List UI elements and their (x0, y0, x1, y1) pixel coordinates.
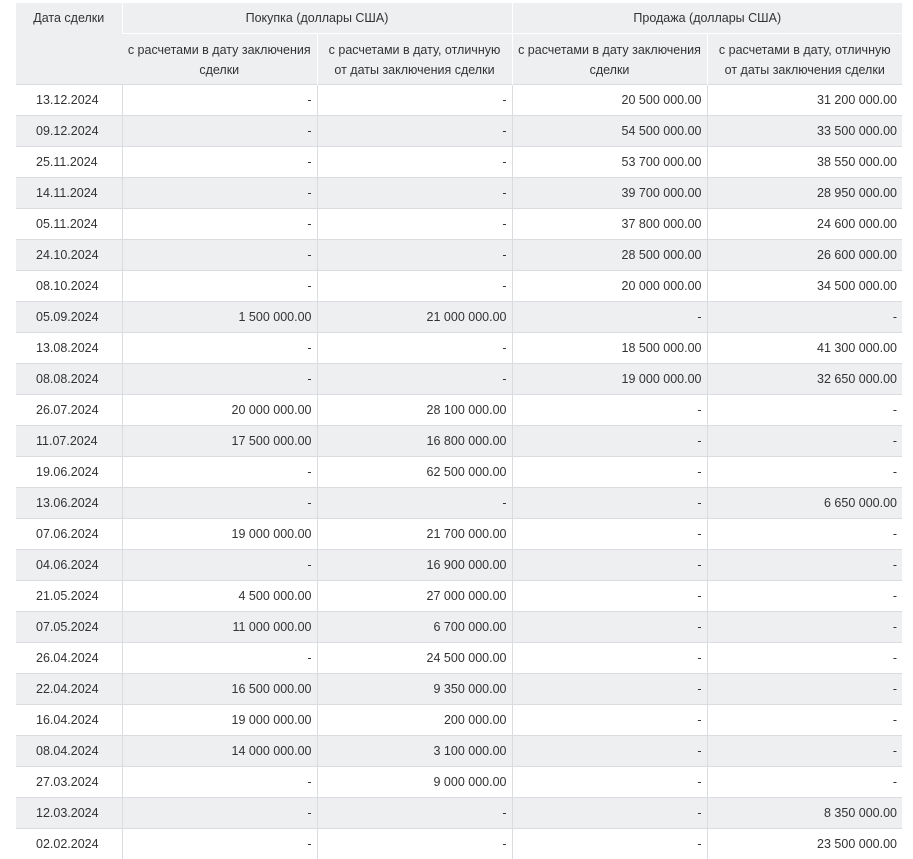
cell-date: 14.11.2024 (16, 177, 122, 208)
cell-buy-other-day: - (317, 84, 512, 115)
cell-sell-same-day: - (512, 394, 707, 425)
cell-buy-same-day: 11 000 000.00 (122, 611, 317, 642)
cell-buy-other-day: - (317, 270, 512, 301)
cell-sell-same-day: - (512, 487, 707, 518)
table-header (16, 3, 902, 84)
cell-sell-other-day: 32 650 000.00 (707, 363, 902, 394)
cell-sell-other-day: - (707, 549, 902, 580)
cell-buy-other-day: 16 800 000.00 (317, 425, 512, 456)
table-row (16, 363, 902, 394)
table-row (16, 735, 902, 766)
cell-buy-other-day: - (317, 115, 512, 146)
cell-sell-same-day: 28 500 000.00 (512, 239, 707, 270)
table-row (16, 518, 902, 549)
cell-buy-other-day: - (317, 797, 512, 828)
table-row (16, 394, 902, 425)
cell-buy-same-day: - (122, 332, 317, 363)
cell-sell-same-day: 18 500 000.00 (512, 332, 707, 363)
cell-buy-other-day: - (317, 487, 512, 518)
cell-sell-other-day: 26 600 000.00 (707, 239, 902, 270)
table-row (16, 177, 902, 208)
cell-buy-same-day: 19 000 000.00 (122, 518, 317, 549)
cell-sell-other-day: - (707, 611, 902, 642)
fx-transactions-table-container (16, 3, 902, 859)
header-sell-other-day: с расчетами в дату, отличную от даты заключения сделки (707, 33, 902, 84)
cell-date: 13.06.2024 (16, 487, 122, 518)
cell-buy-same-day: 1 500 000.00 (122, 301, 317, 332)
cell-sell-other-day: 6 650 000.00 (707, 487, 902, 518)
cell-buy-same-day: - (122, 766, 317, 797)
cell-sell-same-day: - (512, 673, 707, 704)
cell-sell-other-day: - (707, 394, 902, 425)
table-row (16, 208, 902, 239)
table-row (16, 828, 902, 859)
table-row (16, 146, 902, 177)
table-row (16, 797, 902, 828)
cell-date: 21.05.2024 (16, 580, 122, 611)
cell-date: 12.03.2024 (16, 797, 122, 828)
cell-buy-same-day: 17 500 000.00 (122, 425, 317, 456)
cell-buy-other-day: 9 000 000.00 (317, 766, 512, 797)
cell-buy-same-day: - (122, 549, 317, 580)
cell-sell-other-day: 23 500 000.00 (707, 828, 902, 859)
cell-buy-same-day: - (122, 363, 317, 394)
table-row (16, 766, 902, 797)
table-row (16, 673, 902, 704)
cell-buy-other-day: - (317, 239, 512, 270)
cell-sell-same-day: - (512, 549, 707, 580)
cell-sell-other-day: - (707, 518, 902, 549)
cell-buy-same-day: - (122, 270, 317, 301)
table-row (16, 580, 902, 611)
cell-sell-same-day: 39 700 000.00 (512, 177, 707, 208)
cell-buy-same-day: 19 000 000.00 (122, 704, 317, 735)
cell-buy-same-day: 4 500 000.00 (122, 580, 317, 611)
header-buy-same-day: с расчетами в дату заключения сделки (122, 33, 317, 84)
cell-sell-other-day: - (707, 704, 902, 735)
cell-sell-other-day: - (707, 642, 902, 673)
cell-date: 09.12.2024 (16, 115, 122, 146)
cell-date: 16.04.2024 (16, 704, 122, 735)
cell-sell-other-day: 34 500 000.00 (707, 270, 902, 301)
table-row (16, 332, 902, 363)
cell-sell-other-day: 41 300 000.00 (707, 332, 902, 363)
header-buy-other-day: с расчетами в дату, отличную от даты заключения сделки (317, 33, 512, 84)
table-row (16, 642, 902, 673)
cell-date: 13.12.2024 (16, 84, 122, 115)
cell-buy-same-day: - (122, 146, 317, 177)
cell-sell-other-day: - (707, 456, 902, 487)
cell-buy-same-day: - (122, 487, 317, 518)
cell-sell-same-day: 54 500 000.00 (512, 115, 707, 146)
cell-buy-other-day: - (317, 208, 512, 239)
cell-date: 22.04.2024 (16, 673, 122, 704)
cell-buy-other-day: 9 350 000.00 (317, 673, 512, 704)
cell-sell-same-day: - (512, 580, 707, 611)
cell-sell-same-day: - (512, 518, 707, 549)
cell-date: 05.11.2024 (16, 208, 122, 239)
cell-date: 08.10.2024 (16, 270, 122, 301)
table-row (16, 425, 902, 456)
cell-sell-other-day: 24 600 000.00 (707, 208, 902, 239)
cell-date: 27.03.2024 (16, 766, 122, 797)
cell-date: 26.04.2024 (16, 642, 122, 673)
cell-sell-other-day: - (707, 301, 902, 332)
cell-date: 07.05.2024 (16, 611, 122, 642)
cell-date: 05.09.2024 (16, 301, 122, 332)
table-row (16, 549, 902, 580)
cell-sell-other-day: - (707, 673, 902, 704)
cell-buy-other-day: 24 500 000.00 (317, 642, 512, 673)
cell-buy-other-day: - (317, 146, 512, 177)
cell-date: 13.08.2024 (16, 332, 122, 363)
cell-buy-other-day: - (317, 363, 512, 394)
cell-buy-same-day: 14 000 000.00 (122, 735, 317, 766)
cell-sell-same-day: - (512, 828, 707, 859)
cell-sell-other-day: 33 500 000.00 (707, 115, 902, 146)
cell-buy-same-day: - (122, 239, 317, 270)
cell-buy-other-day: 21 000 000.00 (317, 301, 512, 332)
cell-buy-same-day: - (122, 456, 317, 487)
cell-buy-other-day: - (317, 828, 512, 859)
cell-date: 11.07.2024 (16, 425, 122, 456)
cell-date: 04.06.2024 (16, 549, 122, 580)
cell-sell-same-day: - (512, 611, 707, 642)
fx-transactions-table (16, 3, 902, 859)
header-sell-same-day: с расчетами в дату заключения сделки (512, 33, 707, 84)
cell-date: 19.06.2024 (16, 456, 122, 487)
cell-buy-other-day: 6 700 000.00 (317, 611, 512, 642)
cell-buy-other-day: 200 000.00 (317, 704, 512, 735)
cell-sell-same-day: - (512, 797, 707, 828)
cell-date: 08.04.2024 (16, 735, 122, 766)
cell-sell-other-day: 8 350 000.00 (707, 797, 902, 828)
header-sell: Продажа (доллары США) (512, 3, 902, 33)
table-row (16, 84, 902, 115)
cell-sell-other-day: - (707, 735, 902, 766)
cell-buy-other-day: 27 000 000.00 (317, 580, 512, 611)
cell-sell-same-day: - (512, 704, 707, 735)
header-buy: Покупка (доллары США) (122, 3, 512, 33)
table-body (16, 84, 902, 859)
cell-buy-same-day: - (122, 642, 317, 673)
cell-buy-same-day: - (122, 797, 317, 828)
cell-buy-same-day: - (122, 115, 317, 146)
cell-date: 08.08.2024 (16, 363, 122, 394)
cell-sell-other-day: 28 950 000.00 (707, 177, 902, 208)
cell-date: 26.07.2024 (16, 394, 122, 425)
cell-buy-other-day: - (317, 177, 512, 208)
cell-date: 07.06.2024 (16, 518, 122, 549)
cell-sell-same-day: - (512, 301, 707, 332)
table-row (16, 115, 902, 146)
cell-buy-same-day: - (122, 208, 317, 239)
table-row (16, 270, 902, 301)
cell-buy-same-day: - (122, 828, 317, 859)
cell-date: 25.11.2024 (16, 146, 122, 177)
cell-date: 24.10.2024 (16, 239, 122, 270)
cell-sell-same-day: - (512, 642, 707, 673)
cell-buy-other-day: - (317, 332, 512, 363)
cell-buy-same-day: - (122, 177, 317, 208)
cell-buy-same-day: 20 000 000.00 (122, 394, 317, 425)
cell-sell-same-day: - (512, 735, 707, 766)
table-row (16, 611, 902, 642)
cell-sell-same-day: - (512, 456, 707, 487)
cell-buy-other-day: 21 700 000.00 (317, 518, 512, 549)
cell-sell-same-day: 19 000 000.00 (512, 363, 707, 394)
cell-sell-other-day: 38 550 000.00 (707, 146, 902, 177)
cell-sell-other-day: 31 200 000.00 (707, 84, 902, 115)
cell-buy-other-day: 16 900 000.00 (317, 549, 512, 580)
cell-sell-same-day: 37 800 000.00 (512, 208, 707, 239)
cell-sell-other-day: - (707, 766, 902, 797)
table-row (16, 301, 902, 332)
cell-buy-other-day: 62 500 000.00 (317, 456, 512, 487)
header-date: Дата сделки (16, 3, 122, 84)
cell-sell-same-day: 53 700 000.00 (512, 146, 707, 177)
cell-buy-same-day: - (122, 84, 317, 115)
table-row (16, 487, 902, 518)
table-row (16, 704, 902, 735)
cell-sell-other-day: - (707, 580, 902, 611)
cell-buy-same-day: 16 500 000.00 (122, 673, 317, 704)
cell-sell-same-day: 20 500 000.00 (512, 84, 707, 115)
table-row (16, 456, 902, 487)
cell-buy-other-day: 28 100 000.00 (317, 394, 512, 425)
cell-sell-same-day: - (512, 425, 707, 456)
cell-buy-other-day: 3 100 000.00 (317, 735, 512, 766)
cell-sell-same-day: 20 000 000.00 (512, 270, 707, 301)
cell-sell-other-day: - (707, 425, 902, 456)
cell-date: 02.02.2024 (16, 828, 122, 859)
table-row (16, 239, 902, 270)
cell-sell-same-day: - (512, 766, 707, 797)
